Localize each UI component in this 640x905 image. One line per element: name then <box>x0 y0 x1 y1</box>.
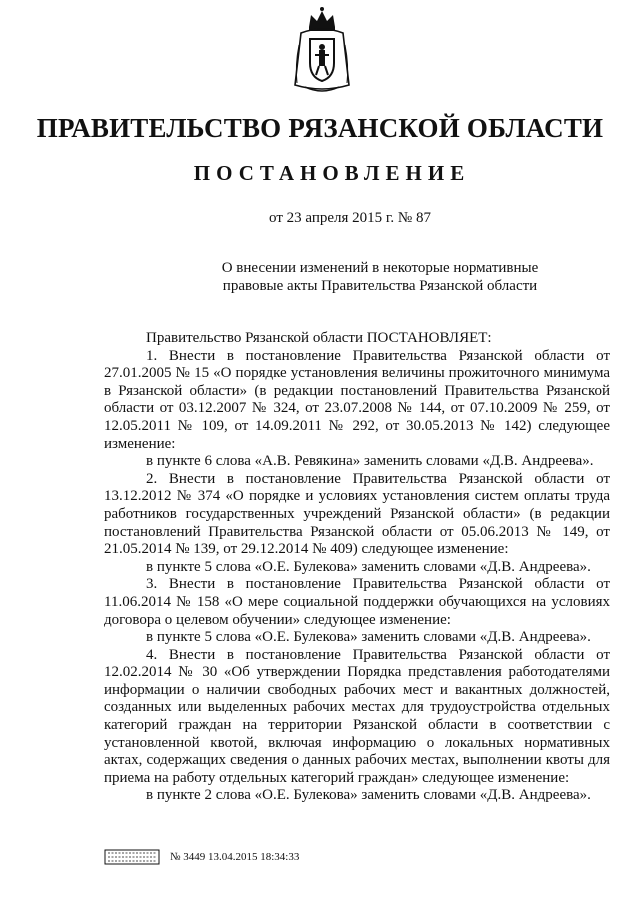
document-type: ПОСТАНОВЛЕНИЕ <box>193 161 471 185</box>
item-change: в пункте 6 слова «А.В. Ревякина» заменить словами «Д.В. Андреева». <box>146 453 594 470</box>
registration-footer <box>104 847 364 867</box>
document-date-number: от 23 апреля 2015 г. № 87 <box>269 210 431 226</box>
item-change: в пункте 5 слова «О.Е. Булекова» заменить словами «Д.В. Андреева». <box>146 558 591 575</box>
preamble: Правительство Рязанской области ПОСТАНОВЛЯЕТ: <box>146 330 492 346</box>
subject-line: правовые акты Правительства Рязанской области <box>222 278 538 294</box>
document-subject <box>200 259 560 295</box>
subject-line: О внесении изменений в некоторые нормативные <box>221 260 539 276</box>
item-text: 3. Внести в постановление Правительства Рязанской области от 11.06.2014 № 158 «О мере социальной поддержки обучающихся на условиях договора о целевом обучении» следующее изменение: <box>104 576 610 628</box>
item-text: 1. Внести в постановление Правительства Рязанской области от 27.01.2005 № 15 «О порядке установления величины прожиточного минимума в Рязанской области» (в редакции постановлений Правительства Рязанской области от 03.12.2007 № 324, от 23.07.2008 № 144, от 07.10.2009 № 259, от 12.05.2011 № 109, от 14.09.2011 № 292, от 30.05.2013 № 142) следующее изменение: <box>104 347 610 452</box>
item-change: в пункте 2 слова «О.Е. Булекова» заменить словами «Д.В. Андреева». <box>146 787 591 804</box>
item-text: 2. Внести в постановление Правительства Рязанской области от 13.12.2012 № 374 «О порядке и условиях установления систем оплаты труда работников государственных учреждений Рязанской области» (в редакции постановлений Правительства Рязанской области от 05.06.2013 № 149, от 21.05.2014 № 139, от 29.12.2014 № 409) следующее изменение: <box>104 470 610 558</box>
item-change: в пункте 5 слова «О.Е. Булекова» заменить словами «Д.В. Андреева». <box>146 629 591 646</box>
coat-of-arms-icon <box>291 5 353 95</box>
registration-stamp-icon <box>104 849 160 865</box>
registration-number: № 3449 13.04.2015 18:34:33 <box>170 851 300 863</box>
government-title: ПРАВИТЕЛЬСТВО РЯЗАНСКОЙ ОБЛАСТИ <box>36 113 604 143</box>
document-body <box>104 330 610 805</box>
item-text: 4. Внести в постановление Правительства Рязанской области от 12.02.2014 № 30 «Об утверждении Порядка представления работодателями информации о наличии свободных рабочих мест и вакантных должностей, созданных или выделенных рабочих местах для трудоустройства отдельных категорий граждан на территории Рязанской области в соответствии с установленной квотой, включая информацию о локальных нормативных актах, содержащих сведения о данных рабочих местах, выполнении квоты для приема на работу отдельных категорий граждан» следующее изменение: <box>104 646 610 786</box>
